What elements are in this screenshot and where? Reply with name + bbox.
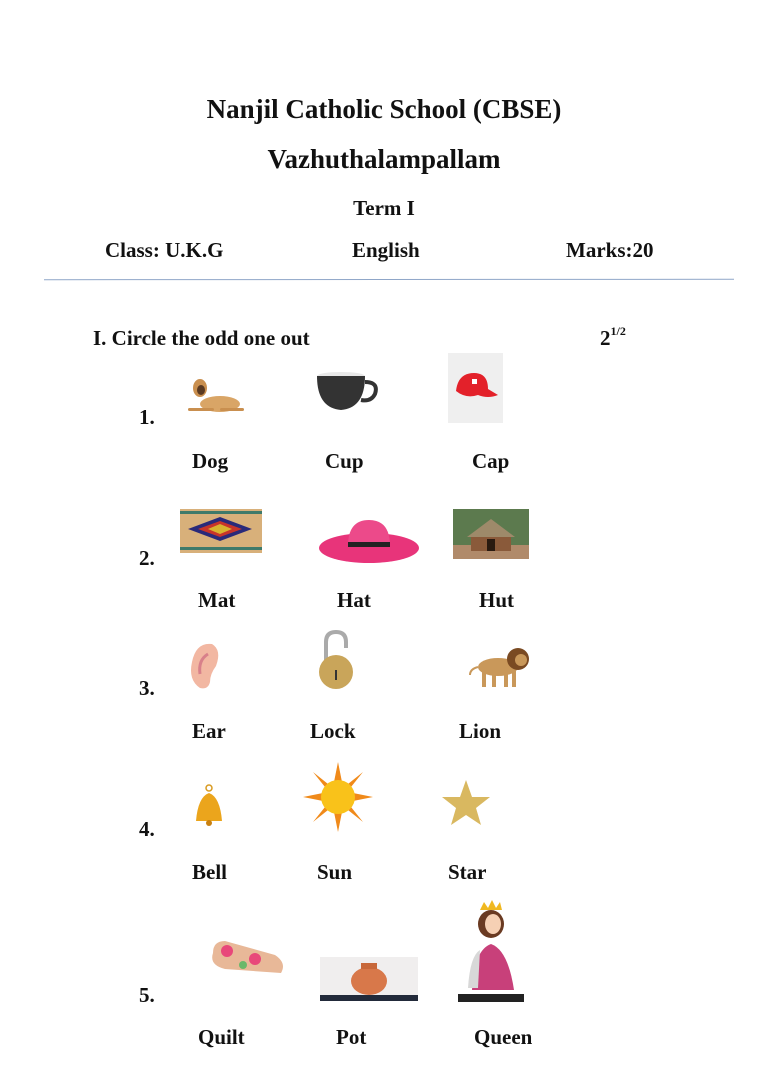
word-queen: Queen bbox=[474, 1025, 533, 1049]
word-star: Star bbox=[448, 860, 487, 884]
word-mat: Mat bbox=[198, 588, 236, 612]
word-ear: Ear bbox=[192, 719, 226, 743]
question-5-number: 5. bbox=[139, 983, 155, 1007]
hut-image bbox=[453, 509, 529, 561]
header-divider bbox=[44, 279, 734, 280]
class-label: Class: U.K.G bbox=[105, 238, 224, 262]
sun-image bbox=[303, 762, 373, 832]
ear-image bbox=[188, 640, 222, 690]
pot-image bbox=[320, 957, 418, 1001]
section-marks: $2^{1/2}$ bbox=[600, 324, 626, 350]
mat-image bbox=[180, 509, 262, 553]
cap-image bbox=[448, 353, 503, 423]
dog-image bbox=[180, 370, 248, 420]
bell-image bbox=[192, 783, 226, 829]
word-cap: Cap bbox=[472, 449, 510, 473]
word-sun: Sun bbox=[317, 860, 353, 884]
question-3-number: 3. bbox=[139, 676, 155, 700]
subject-label: English bbox=[352, 238, 420, 262]
lock-image bbox=[318, 630, 354, 692]
word-pot: Pot bbox=[336, 1025, 367, 1049]
hat-image bbox=[318, 518, 420, 564]
word-quilt: Quilt bbox=[198, 1025, 245, 1049]
word-lion: Lion bbox=[459, 719, 502, 743]
queen-image bbox=[458, 900, 524, 1002]
star-image bbox=[440, 778, 492, 828]
word-hat: Hat bbox=[337, 588, 371, 612]
question-2-number: 2. bbox=[139, 546, 155, 570]
term-label: Term I bbox=[353, 196, 415, 220]
word-bell: Bell bbox=[192, 860, 227, 884]
question-4-number: 4. bbox=[139, 817, 155, 841]
cup-image bbox=[313, 370, 381, 415]
word-lock: Lock bbox=[310, 719, 356, 743]
lion-image bbox=[468, 643, 532, 693]
word-cup: Cup bbox=[325, 449, 364, 473]
section-title: I. Circle the odd one out bbox=[93, 326, 310, 350]
quilt-image bbox=[205, 937, 289, 979]
word-hut: Hut bbox=[479, 588, 515, 612]
word-dog: Dog bbox=[192, 449, 229, 473]
school-name: Nanjil Catholic School (CBSE) bbox=[206, 94, 562, 124]
question-1-number: 1. bbox=[139, 405, 155, 429]
marks-label: Marks:20 bbox=[566, 238, 654, 262]
school-place: Vazhuthalampallam bbox=[267, 144, 501, 174]
